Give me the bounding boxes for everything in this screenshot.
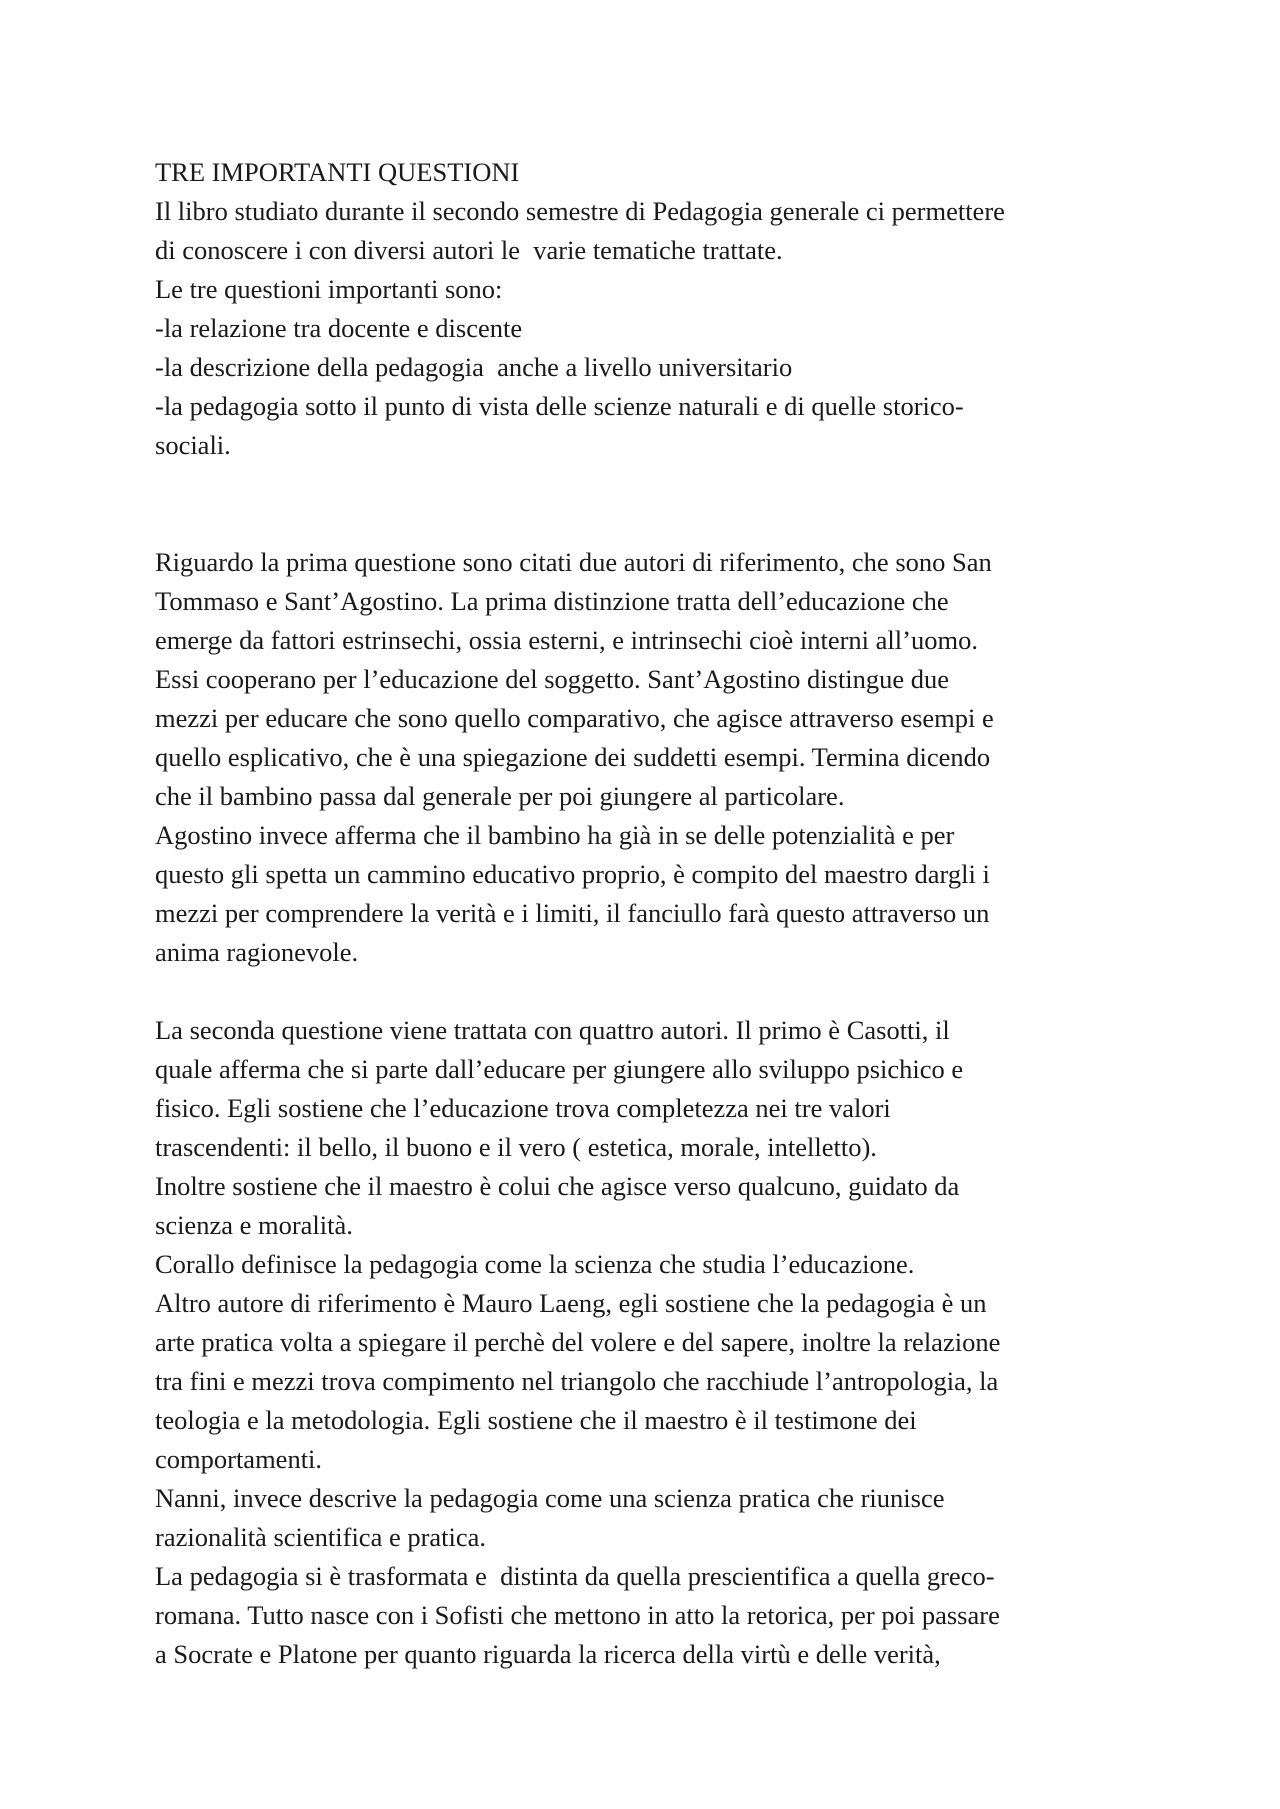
paragraph-spacer [155,972,1155,1011]
paragraph-line: emerge da fattori estrinsechi, ossia esterni, e intrinsechi cioè interni all’uomo. [155,625,978,655]
list-item: -la relazione tra docente e discente [155,313,523,343]
paragraph-line: Inoltre sostiene che il maestro è colui che agisce verso qualcuno, guidato da [155,1171,960,1201]
paragraph-line: Riguardo la prima questione sono citati due autori di riferimento, che sono San [155,547,992,577]
paragraph-line: a Socrate e Platone per quanto riguarda la ricerca della virtù e delle verità, [155,1639,941,1669]
paragraph-line: Nanni, invece descrive la pedagogia come una scienza pratica che riunisce [155,1483,945,1513]
paragraph-line: trascendenti: il bello, il buono e il vero ( estetica, morale, intelletto). [155,1132,877,1162]
paragraph-line: mezzi per educare che sono quello comparativo, che agisce attraverso esempi e [155,703,994,733]
list-item: -la descrizione della pedagogia anche a livello universitario [155,352,793,382]
paragraph-line: Corallo definisce la pedagogia come la scienza che studia l’educazione. [155,1249,915,1279]
paragraph-line: tra fini e mezzi trova compimento nel triangolo che racchiude l’antropologia, la [155,1366,999,1396]
paragraph-line: romana. Tutto nasce con i Sofisti che mettono in atto la retorica, per poi passare [155,1600,1000,1630]
intro-line: di conoscere i con diversi autori le varie tematiche trattate. [155,235,783,265]
paragraph-line: fisico. Egli sostiene che l’educazione trova completezza nei tre valori [155,1093,891,1123]
paragraph-line: questo gli spetta un cammino educativo proprio, è compito del maestro dargli i [155,859,990,889]
intro-line: Le tre questioni importanti sono: [155,274,503,304]
document-body [155,153,1155,1674]
list-item: -la pedagogia sotto il punto di vista delle scienze naturali e di quelle storico- [155,391,964,421]
paragraph-line: Agostino invece afferma che il bambino ha già in se delle potenzialità e per [155,820,955,850]
intro-line: Il libro studiato durante il secondo semestre di Pedagogia generale ci permettere [155,196,1005,226]
paragraph-line: La pedagogia si è trasformata e distinta da quella prescientifica a quella greco- [155,1561,995,1591]
paragraph-spacer [155,504,1155,543]
paragraph-line: teologia e la metodologia. Egli sostiene che il maestro è il testimone dei [155,1405,917,1435]
paragraph-line: La seconda questione viene trattata con quattro autori. Il primo è Casotti, il [155,1015,950,1045]
paragraph-line: comportamenti. [155,1444,323,1474]
paragraph-line: anima ragionevole. [155,937,359,967]
paragraph-line: che il bambino passa dal generale per poi giungere al particolare. [155,781,845,811]
list-item: sociali. [155,430,231,460]
paragraph-line: mezzi per comprendere la verità e i limiti, il fanciullo farà questo attraverso un [155,898,990,928]
paragraph-line: razionalità scientifica e pratica. [155,1522,487,1552]
document-title: TRE IMPORTANTI QUESTIONI [155,157,520,187]
paragraph-line: Altro autore di riferimento è Mauro Laeng, egli sostiene che la pedagogia è un [155,1288,987,1318]
paragraph-spacer [155,465,1155,504]
paragraph-line: Essi cooperano per l’educazione del soggetto. Sant’Agostino distingue due [155,664,950,694]
paragraph-line: quello esplicativo, che è una spiegazione dei suddetti esempi. Termina dicendo [155,742,991,772]
paragraph-line: arte pratica volta a spiegare il perchè del volere e del sapere, inoltre la relazione [155,1327,1001,1357]
paragraph-line: quale afferma che si parte dall’educare per giungere allo sviluppo psichico e [155,1054,964,1084]
paragraph-line: Tommaso e Sant’Agostino. La prima distinzione tratta dell’educazione che [155,586,949,616]
paragraph-line: scienza e moralità. [155,1210,353,1240]
